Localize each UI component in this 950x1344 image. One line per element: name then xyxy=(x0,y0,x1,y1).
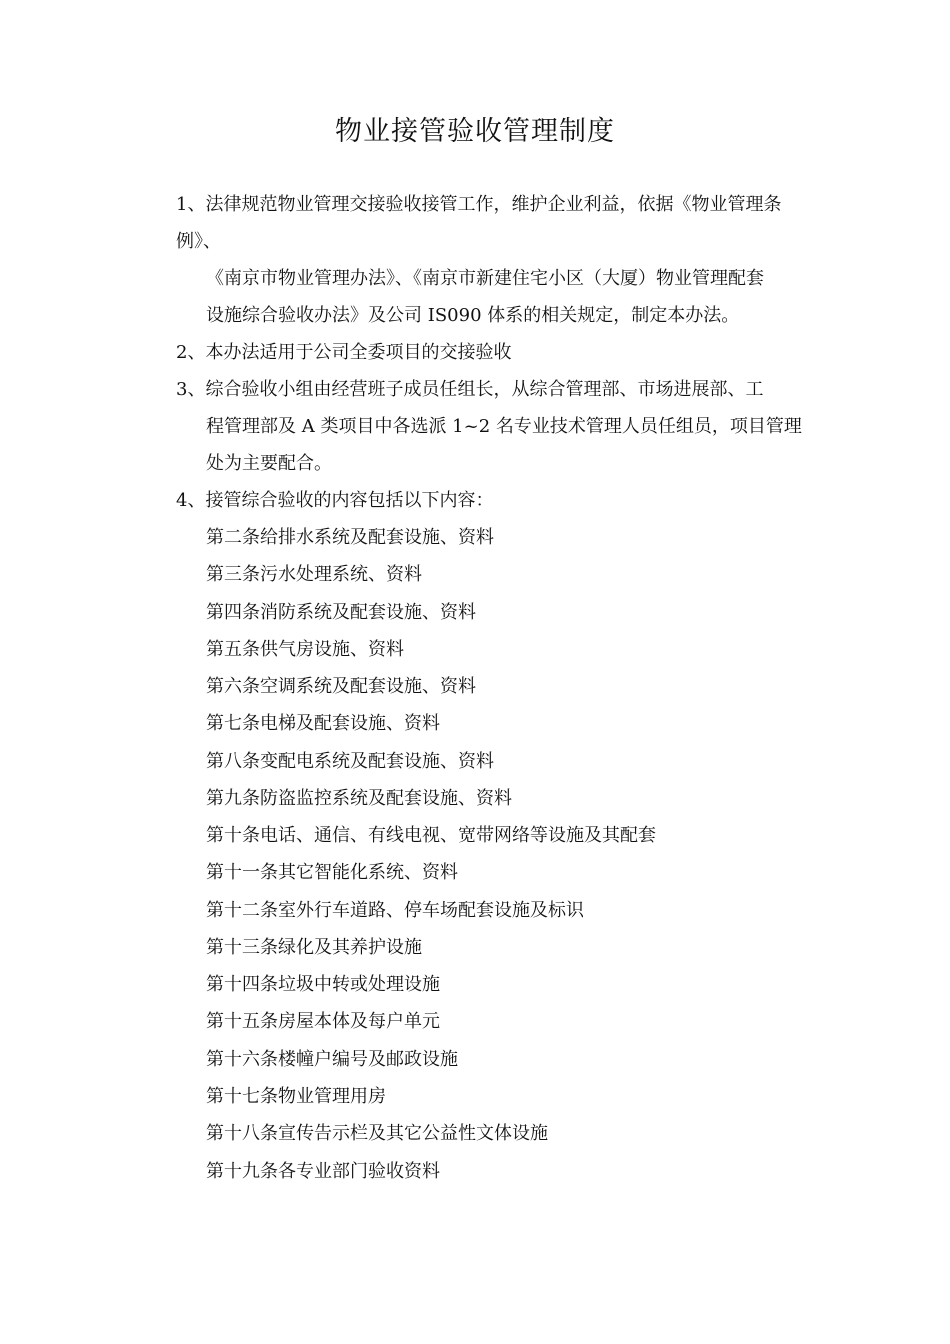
paragraph-4-line-1: 3、综合验收小组由经营班子成员任组长，从综合管理部、市场进展部、工 xyxy=(176,379,764,400)
list-item: 第十六条楼幢户编号及邮政设施 xyxy=(206,1049,458,1070)
list-item: 第十四条垃圾中转或处理设施 xyxy=(206,974,440,995)
paragraph-1-line-1: 1、法律规范物业管理交接验收接管工作，维护企业利益，依据《物业管理条 xyxy=(176,194,782,215)
paragraph-5-line-1: 4、接管综合验收的内容包括以下内容： xyxy=(176,490,494,511)
list-item: 第十二条室外行车道路、停车场配套设施及标识 xyxy=(206,900,584,921)
paragraph-4-line-3: 处为主要配合。 xyxy=(206,453,332,474)
list-item: 第五条供气房设施、资料 xyxy=(206,639,404,660)
list-item: 第十条电话、通信、有线电视、宽带网络等设施及其配套 xyxy=(206,825,656,846)
list-item: 第十三条绿化及其养护设施 xyxy=(206,937,422,958)
paragraph-4-line-2: 程管理部及 A 类项目中各选派 1~2 名专业技术管理人员任组员，项目管理 xyxy=(206,416,802,437)
list-item: 第三条污水处理系统、资料 xyxy=(206,564,422,585)
paragraph-3-line-1: 2、本办法适用于公司全委项目的交接验收 xyxy=(176,342,512,363)
list-item: 第四条消防系统及配套设施、资料 xyxy=(206,602,476,623)
list-item: 第十七条物业管理用房 xyxy=(206,1086,386,1107)
list-item: 第六条空调系统及配套设施、资料 xyxy=(206,676,476,697)
page-title: 物业接管验收管理制度 xyxy=(335,116,615,147)
list-item: 第七条电梯及配套设施、资料 xyxy=(206,713,440,734)
list-item: 第八条变配电系统及配套设施、资料 xyxy=(206,751,494,772)
list-item: 第二条给排水系统及配套设施、资料 xyxy=(206,527,494,548)
list-item: 第十五条房屋本体及每户单元 xyxy=(206,1011,440,1032)
list-item: 第十九条各专业部门验收资料 xyxy=(206,1161,440,1182)
list-item: 第十一条其它智能化系统、资料 xyxy=(206,862,458,883)
paragraph-1-line-2: 例》、 xyxy=(176,231,221,252)
paragraph-2-line-1: 《南京市物业管理办法》、《南京市新建住宅小区（大厦）物业管理配套 xyxy=(206,268,764,289)
list-item: 第九条防盗监控系统及配套设施、资料 xyxy=(206,788,512,809)
paragraph-2-line-2: 设施综合验收办法》及公司 IS090 体系的相关规定，制定本办法。 xyxy=(206,305,740,326)
list-item: 第十八条宣传告示栏及其它公益性文体设施 xyxy=(206,1123,548,1144)
